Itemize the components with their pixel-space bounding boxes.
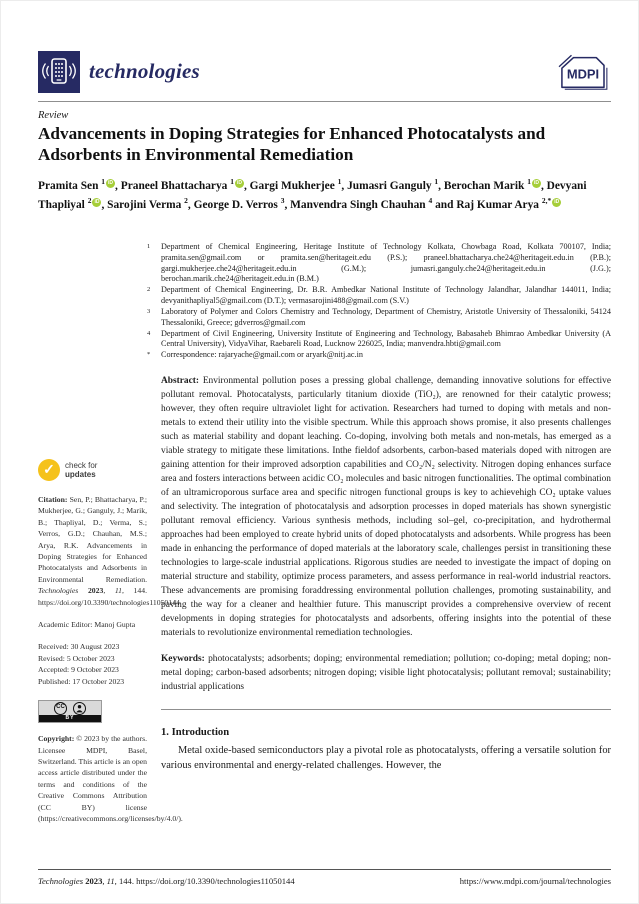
author-name: Pramita Sen [38,179,102,192]
author-name: Berochan Marik [443,179,528,192]
journal-name: technologies [89,59,200,83]
date-line: Revised: 5 October 2023 [38,653,115,663]
text-segment: Citation: [38,495,70,504]
cc-badge-icons [39,701,101,715]
date-line: Received: 30 August 2023 [38,642,120,652]
academic-editor-line: Academic Editor: Manoj Gupta [38,620,136,630]
author-affiliation-superscript: 2 [87,196,92,206]
author-affiliation-superscript: 2 [184,196,188,206]
tablet-icon [39,52,79,92]
check-for-updates-badge[interactable] [38,459,147,481]
text-segment: Environmental pollution poses a pressing global challenge, demanding innovative solutions for effective pollutant removal. Photocatalysts, particularly titanium dioxide (TiO₂), are renowned for their catalytic prowess; however, they often require ultraviolet light for activation. Researchers had turned to doping with metals and non-metals to extend their utility into the visible spectrum. While this approach shows promise, it also presents challenges such as material stability and dopant leaching. Co-doping, involving both metals and non-metals, has emerged as a viable strategy to mitigate these limitations. Inthe fieldof adsorbents, carbon-based materials doped with nitrogen are gaining attention for their improved adsorption capabilities and CO₂/N₂ selectivity. Nitrogen doping enhances surface area and fosters interactions between acidic CO₂ molecules and basic nitrogen functionalities. The optimal combination of an ultramicroporous surface area and specific nitrogen functional groups is key to achievehigh CO₂ uptake values and selectivity. The integration of photocatalysis and adsorption processes in doped materials has shown synergistic pollutant removal efficiency. Various synthesis methods, including sol–gel, co-precipitation, and hydrothermal approaches had been employed to create hybrid units of doped photocatalysts and adsorbents. While progress has been made in enhancing the performance of doped materials at the laboratory scale, challenges persist in transitioning these technologies to large-scale industrial applications. Rigorous studies are needed to investigate the impact of doping on material structure and stability, optimize process parameters, and assess performance in real-world industrial reactors. These advancements are promising foraddressing environmental pollution challenges, promoting sustainability, and paving the way for a cleaner and healthier future. This manuscript provides a comprehensive overview of recent developments in doping strategies for photocatalysts and adsorbents, offering insights into the potential of these materials to revolutionize environmental remediation technologies. [161,376,611,639]
author-separator: , [187,199,194,212]
check-for-label: check for [65,461,98,470]
check-icon: ✓ [38,459,60,481]
affiliation-text: Laboratory of Polymer and Colors Chemistry and Technology, Department of Chemistry, Aristotle University of Thessaloniki, 54124 Thessaloniki, Greece; gdverros@gmail.com [161,306,611,327]
history-dates [38,641,147,687]
author-affiliation-superscript: 3 [280,196,285,206]
margin-sidebar [38,459,183,824]
text-segment: Sen, P.; Bhattacharya, P.; Mukherjee, G.; Ganguly, J.; Marik, B.; Thapliyal, D.; Verma, S.; Verros, G.D.; Chauhan, M.S.; Arya, R.K. Advancements in Doping Strategies for Enhanced Photocatalysts and Adsorbents in Environmental Remediation. [38,495,148,584]
author-separator: , [540,179,547,192]
date-line: Published: 17 October 2023 [38,676,125,686]
date-line: Accepted: 9 October 2023 [38,665,119,675]
affiliation-marker: 2 [147,286,151,294]
keywords [161,652,611,694]
author-affiliation-superscript: 1 [230,176,234,186]
text-segment: Keywords: [161,654,209,665]
author-name: Sarojini Verma [107,199,185,212]
text-segment: Copyright: [38,734,77,744]
author-name: George D. Verros [193,199,281,212]
orcid-icon[interactable]: iD [108,179,114,186]
cc-icon: CC [54,702,67,715]
cc-by-label: BY [39,715,101,722]
check-for-updates-label [65,461,97,479]
introduction-paragraph: Metal oxide-based semiconductors play a pivotal role as photocatalysts, offering a versatile solution for various environmental and energy-related challenges. However, the [161,745,611,771]
affiliation-marker: * [147,351,151,359]
affiliation-row [147,285,611,307]
affiliation-marker: 3 [147,307,151,315]
journal-header [38,48,611,95]
author-name: Jumasri Ganguly [347,179,435,192]
author-separator: , [115,179,121,192]
affiliation-list [147,242,611,361]
orcid-icon[interactable]: iD [533,179,539,186]
affiliation-text: Department of Chemical Engineering, Dr. B.R. Ambedkar National Institute of Technology Jalandhar, Jalandhar 144011, India; devyanithapliyal5@gmail.com (D.T.); vermasarojini488@gmail.com (S.V.) [161,285,611,306]
cc-by-license-badge[interactable] [38,700,102,723]
author-name: Manvendra Singh Chauhan [290,199,429,212]
affiliation-marker: 4 [147,329,151,337]
text-segment: 2023 [87,586,104,596]
author-separator: , [243,179,250,192]
author-affiliation-superscript: 2,* [541,196,552,206]
technologies-logo-icon [38,51,80,93]
author-name: Gargi Mukherjee [249,179,338,192]
author-name: Devyani Thapliyal [38,179,587,212]
section-divider [161,709,611,710]
abstract [161,374,611,640]
author-list [38,176,616,215]
text-segment: photocatalysts; adsorbents; doping; environmental remediation; pollution; co-doping; metal doping; non-metal doping; carbon-based adsorbents; nitrogen doping; visible light photocatalysis; pollutant removal; sustainability; industrial applications [161,654,611,693]
svg-text:MDPI: MDPI [566,66,600,82]
author-affiliation-superscript: 1 [527,176,531,186]
affiliation-marker: 1 [147,243,151,250]
page-title: Advancements in Doping Strategies for Enhanced Photocatalysts and Adsorbents in Environmental Remediation [38,124,546,164]
author-affiliation-superscript: 4 [428,196,433,206]
affiliation-row [147,307,611,329]
section-heading-introduction: 1. Introduction [161,727,230,739]
affiliation-row [147,329,611,351]
header-divider [38,101,611,102]
text-segment: , [102,876,107,886]
text-segment: Technologies [38,586,88,596]
text-segment: Technologies [38,876,86,886]
orcid-icon[interactable]: iD [94,199,100,206]
text-segment: 2023 [85,876,103,886]
copyright-note [38,733,183,824]
text-segment: Abstract: [161,376,203,387]
citation-note [38,494,180,608]
text-segment: © 2023 by the authors. Licensee MDPI, Basel, Switzerland. This article is an open access article distributed under the terms and conditions of the Creative Commons Attribution (CC BY) license (https://creativecommons.org/licenses/by/4.0/). [38,734,183,823]
author-affiliation-superscript: 1 [337,176,342,186]
author-affiliation-superscript: 1 [434,176,439,186]
mdpi-logo [553,50,611,94]
author-affiliation-superscript: 1 [101,176,106,186]
journal-brand [38,51,200,93]
affiliation-text: Correspondence: rajaryache@gmail.com or aryark@nitj.ac.in [161,350,363,360]
affiliation-row [147,350,611,361]
attribution-person-icon [73,702,86,715]
author-name: Praneel Bhattacharya [120,179,231,192]
affiliation-text: Department of Chemical Engineering, Heritage Institute of Technology Kolkata, Chowbaga Road, Kolkata 700107, India; pramita.sen@gmail.com or pramita.sen@heritageit.edu (P.S.); praneel.bhattacharya.che24@heritageit.edu.in (P.B.); gargi.mukherjee.che24@heritageit.edu.in (G.M.); jumasri.ganguly.che24@heritageit.edu.in (J.G.); berochan.marik.che24@heritageit.edu.in (B.M.) [161,242,611,284]
affiliation-text: Department of Civil Engineering, University Institute of Engineering and Technology, Babasaheb Bhimrao Ambedkar University (A Central University), VidyaVihar, Raebareli Road, Lucknow 226025, India; manvendra.hbti@gmail.com [161,328,611,349]
text-segment: , [103,586,115,596]
text-segment: , 144. https://doi.org/10.3390/technologies11050144 [114,876,295,886]
orcid-icon[interactable]: iD [236,179,242,186]
text-segment: , 144. https://doi.org/10.3390/technologies11050144 [38,586,180,607]
author-separator: , [341,179,348,192]
page-footer [38,869,611,886]
text-segment: 11 [114,586,122,596]
footer-journal-url: https://www.mdpi.com/journal/technologies [459,876,611,886]
footer-citation [38,876,295,886]
author-name: and Raj Kumar Arya [435,199,542,212]
text-segment: 11 [106,876,115,886]
author-separator: , [438,179,444,192]
author-separator: , [284,199,291,212]
orcid-icon[interactable]: iD [554,199,560,206]
author-separator: , [101,199,108,212]
article-type-label: Review [38,110,69,121]
updates-label: updates [65,470,96,479]
main-column [147,242,611,774]
title-block [38,110,618,215]
affiliation-row [147,242,611,285]
